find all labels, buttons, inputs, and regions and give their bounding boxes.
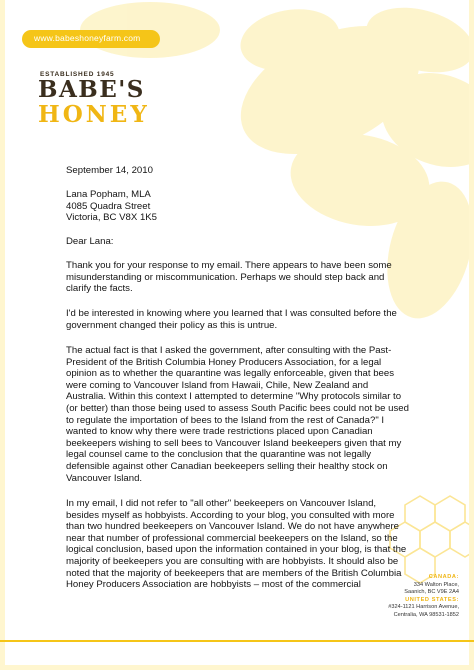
recipient-city: Victoria, BC V8X 1K5 [66,212,158,224]
salutation: Dear Lana: [66,236,114,247]
us-address-line2: Centralia, WA 98531-1852 [393,611,459,618]
website-url[interactable]: www.babeshoneyfarm.com [34,33,141,43]
canada-address-line1: 334 Walton Place, [413,581,459,588]
paragraph-1: Thank you for your response to my email. There appears to have been some misunderstanding or miscommunication. Perhaps we should step back and clarify the facts. [66,260,392,295]
canada-address-line2: Saanich, BC V9E 2A4 [404,589,459,596]
recipient-name: Lana Popham, MLA [66,189,151,200]
paragraph-4: In my email, I did not refer to "all other" beekeepers on Vancouver Island, besides myself as hobbyists. According to your blog, you consulted with more than two hundred beekeepers on Vancouver Island. We do not have anywhere near that number of professional commercial beekeepers on the Island, so the logical conclusion, based upon the information contained in your blog, is that the majority of beekeepers you are consulting with are hobbyists. It should also be noted that the majority of beekeepers that are members of the British Columbia Honey Producers Association are hobbyists – most of the commercial [66,498,407,591]
recipient-street: 4085 Quadra Street [66,200,151,212]
paragraph-3: The actual fact is that I asked the government, after consulting with the Past- President of the British Columbia Honey Producers Association, for a legal opinion as to whether the quarantine was legally enforceable, given that bees were coming to Vancouver Island from Hawaii, Chile, New Zealand and Australia. Within this context I attempted to determine "Why protocols similar to (or better) than those being used to assess South Pacific bees could not be used to regulate the importation of bees to the Island from the rest of Canada?" I wanted to know why there were trade restrictions placed upon Canadian beekeepers wishing to sell bees to Vancouver Island beekeepers given that my legal counsel came to the conclusion that the quarantine was not legally defensible against other Canadian beekeepers selling their healthy stock on Vancouver Island. [66,345,409,484]
footer-rule [0,640,474,642]
website-url-pill[interactable] [22,30,160,48]
logo-name-line2: HONEY [38,101,150,128]
canada-label: CANADA: [428,574,459,580]
logo-established: ESTABLISHED 1945 [40,71,115,78]
letter-date: September 14, 2010 [66,165,153,176]
contact-addresses [349,574,459,620]
logo-name-line1: BABE'S [38,76,145,103]
us-label: UNITED STATES: [405,596,459,603]
us-address-line1: #324-1121 Harrison Avenue, [388,604,459,611]
paragraph-2: I'd be interested in knowing where you learned that I was consulted before the government changed their policy as this is untrue. [66,308,397,331]
